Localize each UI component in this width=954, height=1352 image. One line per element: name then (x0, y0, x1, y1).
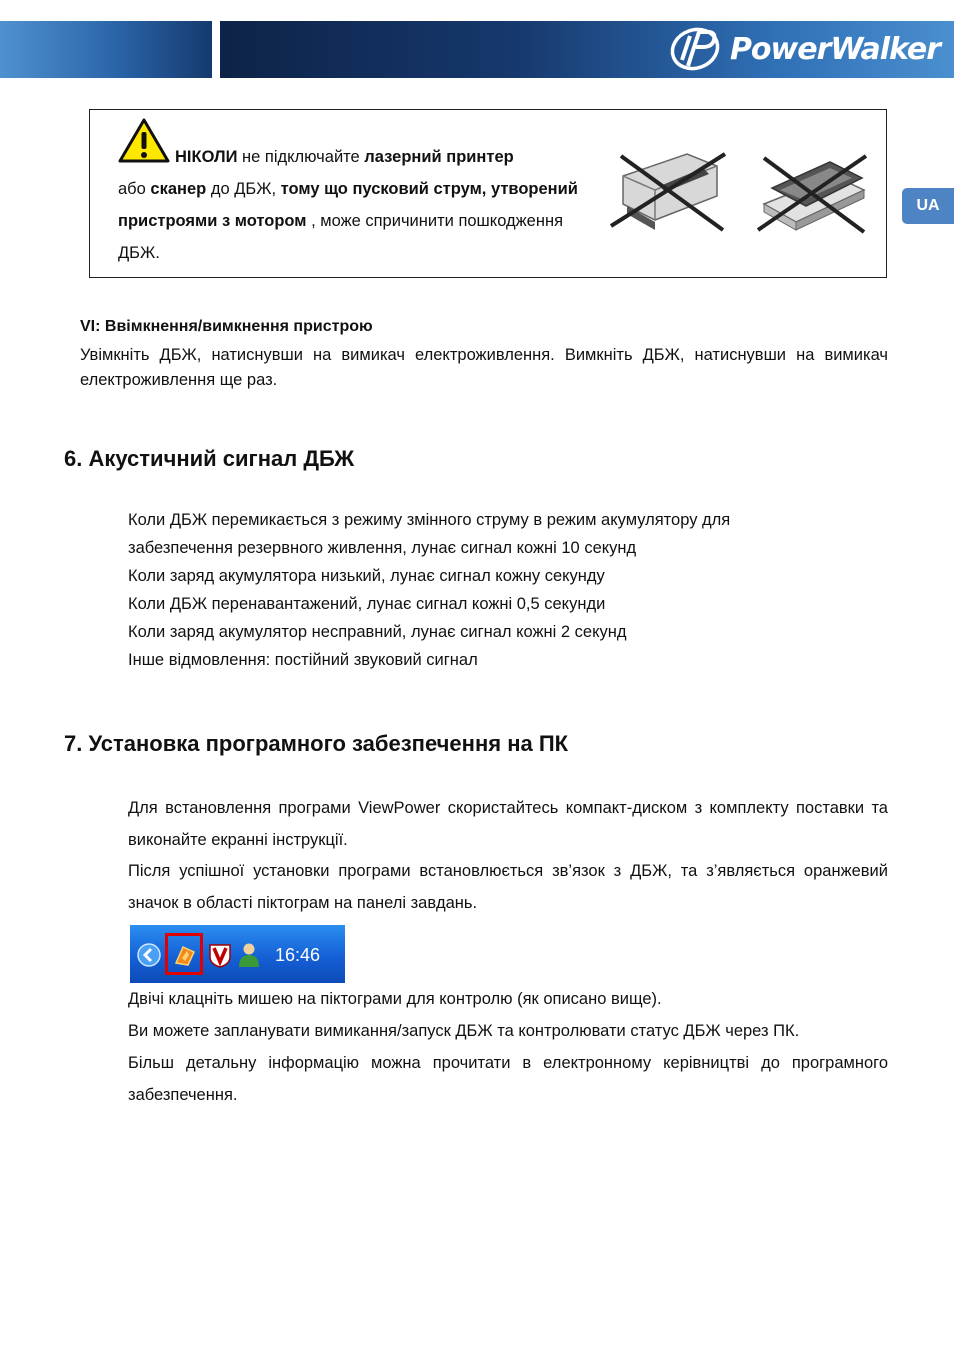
section-6-title: 6. Акустичний сигнал ДБЖ (64, 446, 355, 471)
install-paragraph: Для встановлення програми ViewPower скористайтесь компакт-диском з комплекту поставки та виконайте екранні інструкції. (128, 799, 888, 849)
warning-reason: тому що пусковий струм, утворений пристроями з мотором (118, 180, 578, 230)
powerwalker-logo-icon (668, 26, 724, 72)
beep-list (128, 506, 888, 674)
arrow-left-icon[interactable] (136, 942, 162, 968)
crossed-out-scanner-icon (750, 146, 875, 236)
warning-text-2: або (118, 180, 151, 198)
double-click-paragraph: Двічі клацніть мишею на піктограми для контролю (як описано вище). (128, 990, 662, 1008)
beep-line: Коли заряд акумулятора низький, лунає сигнал кожну секунду (128, 567, 605, 585)
language-tab[interactable]: UA (902, 188, 954, 224)
warning-never: НІКОЛИ (175, 148, 238, 166)
warning-text-4: , може спричинити пошкодження ДБЖ. (118, 212, 564, 262)
user-icon[interactable] (236, 941, 262, 969)
powerwalker-logo (668, 26, 940, 72)
warning-text (118, 141, 588, 269)
crossed-out-printer-icon (605, 146, 730, 236)
beep-line: Коли заряд акумулятор несправний, лунає сигнал кожні 2 секунд (128, 623, 627, 641)
tray-clock[interactable]: 16:46 (275, 945, 321, 965)
after-tray-text (128, 983, 888, 1111)
connection-paragraph: Після успішної установки програми встановлюється зв’язок з ДБЖ, та з’являється оранжевий значок в області піктограм на панелі завдань. (128, 862, 888, 912)
power-on-off-heading: VI: Ввімкнення/вимкнення пристрою (80, 318, 373, 335)
antivirus-icon[interactable] (208, 942, 232, 968)
tray-highlight-box (165, 933, 203, 975)
beep-line: Коли ДБЖ перемикається з режиму змінного струму в режим акумулятору для (128, 511, 731, 529)
power-on-off-text: Увімкніть ДБЖ, натиснувши на вимикач електроживлення. Вимкніть ДБЖ, натиснувши на вимикач електроживлення ще раз. (80, 346, 888, 389)
beep-line: Коли ДБЖ перенавантажений, лунає сигнал кожні 0,5 секунди (128, 595, 606, 613)
manual-paragraph: Більш детальну інформацію можна прочитати в електронному керівництві до програмного забезпечення. (128, 1054, 888, 1104)
beep-line: забезпечення резервного живлення, лунає сигнал кожні 10 секунд (128, 539, 637, 557)
header-bar-left (0, 21, 212, 78)
beep-line: Інше відмовлення: постійний звуковий сигнал (128, 651, 478, 669)
warning-laser-printer: лазерний принтер (364, 148, 514, 166)
schedule-paragraph: Ви можете запланувати вимикання/запуск ДБЖ та контролювати статус ДБЖ через ПК. (128, 1022, 800, 1040)
warning-box (89, 109, 887, 278)
logo-text: PowerWalker (729, 31, 940, 67)
taskbar-tray (130, 925, 345, 983)
warning-scanner: сканер (150, 180, 207, 198)
warning-text-3: до ДБЖ, (206, 180, 281, 198)
section-7-title: 7. Установка програмного забезпечення на ПК (64, 731, 569, 756)
viewpower-tray-icon[interactable] (173, 943, 197, 967)
warning-text-1: не підключайте (237, 148, 365, 166)
